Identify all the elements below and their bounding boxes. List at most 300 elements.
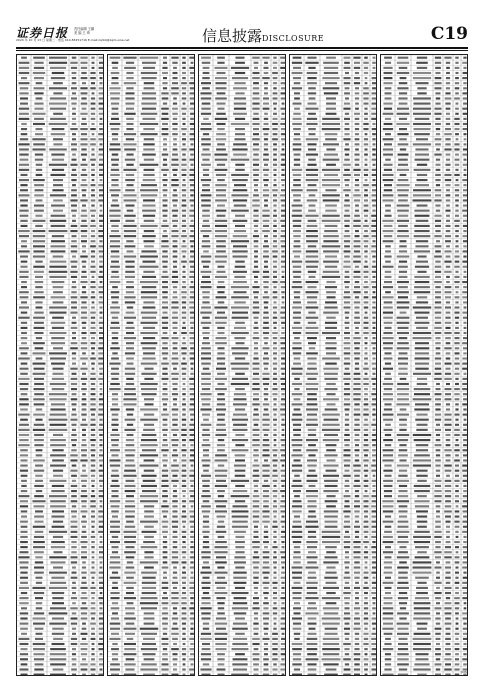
table-cell-text — [398, 164, 408, 166]
table-cell-text — [273, 235, 277, 237]
table-cell-text — [215, 633, 228, 635]
table-cell-text — [99, 250, 104, 252]
table-cell-text — [364, 607, 368, 609]
table-cell-text — [231, 368, 248, 370]
table-cell-text — [217, 103, 226, 105]
table-cell-text — [109, 363, 120, 365]
table-cell-text — [364, 623, 368, 625]
table-cell-text — [383, 510, 393, 512]
table-cell-text — [112, 154, 119, 156]
table-cell-text — [20, 617, 27, 619]
table-cell-text — [308, 312, 315, 314]
table-cell-text — [345, 556, 349, 558]
table-cell-text — [190, 541, 193, 543]
table-cell-text — [126, 204, 135, 206]
table-cell-text — [262, 215, 269, 217]
table-cell-text — [345, 414, 349, 416]
table-cell-text — [172, 638, 178, 640]
table-cell-text — [172, 77, 177, 79]
table-cell-text — [91, 628, 95, 630]
table-cell-text — [162, 526, 167, 528]
table-cell-text — [235, 215, 245, 217]
table-cell-text — [264, 164, 268, 166]
table-cell-text — [182, 327, 186, 329]
table-cell-text — [363, 123, 368, 125]
table-cell-text — [91, 414, 95, 416]
table-cell-text — [91, 347, 95, 349]
table-cell-text — [384, 633, 393, 635]
table-texture — [290, 55, 377, 676]
table-cell-text — [82, 515, 86, 517]
table-cell-text — [172, 322, 177, 324]
table-cell-text — [364, 266, 369, 268]
table-cell-text — [417, 628, 427, 630]
table-cell-text — [181, 164, 186, 166]
table-cell-text — [162, 286, 168, 288]
table-cell-text — [202, 485, 209, 487]
table-cell-text — [383, 347, 392, 349]
table-cell-text — [140, 668, 157, 670]
table-cell-text — [111, 296, 119, 298]
table-cell-text — [354, 500, 360, 502]
table-cell-text — [282, 526, 285, 528]
table-cell-text — [398, 674, 408, 676]
table-cell-text — [218, 663, 225, 665]
table-cell-text — [90, 623, 96, 625]
table-cell-text — [383, 414, 394, 416]
table-cell-text — [190, 566, 194, 568]
table-cell-text — [281, 245, 285, 247]
table-cell-text — [281, 322, 285, 324]
table-cell-text — [307, 82, 317, 84]
table-cell-text — [163, 383, 168, 385]
table-cell-text — [354, 429, 360, 431]
table-cell-text — [455, 470, 460, 472]
table-cell-text — [91, 674, 95, 676]
table-cell-text — [70, 312, 77, 314]
table-cell-text — [364, 138, 368, 140]
table-cell-text — [344, 261, 351, 263]
table-cell-text — [218, 281, 225, 283]
table-cell-text — [294, 602, 300, 604]
table-cell-text — [98, 378, 103, 380]
table-cell-text — [354, 439, 359, 441]
table-cell-text — [435, 342, 441, 344]
table-cell-text — [365, 261, 368, 263]
table-cell-text — [308, 444, 316, 446]
table-cell-text — [463, 148, 467, 150]
table-cell-text — [34, 495, 44, 497]
table-cell-text — [307, 663, 316, 665]
table-cell-text — [163, 77, 167, 79]
table-cell-text — [172, 556, 178, 558]
table-cell-text — [462, 62, 467, 64]
table-cell-text — [98, 648, 103, 650]
table-cell-text — [454, 414, 459, 416]
table-cell-text — [172, 617, 178, 619]
table-cell-text — [202, 465, 209, 467]
table-cell-text — [99, 322, 104, 324]
table-cell-text — [364, 612, 368, 614]
table-cell-text — [161, 108, 169, 110]
table-cell-text — [20, 643, 29, 645]
table-cell-text — [384, 566, 392, 568]
table-cell-text — [254, 648, 259, 650]
table-cell-text — [435, 459, 441, 461]
table-cell-text — [463, 230, 466, 232]
table-cell-text — [446, 582, 451, 584]
table-cell-text — [446, 189, 450, 191]
table-cell-text — [252, 286, 259, 288]
table-cell-text — [126, 312, 135, 314]
table-cell-text — [92, 92, 95, 94]
table-cell-text — [273, 184, 276, 186]
table-cell-text — [372, 541, 375, 543]
table-cell-text — [372, 312, 376, 314]
table-cell-text — [33, 57, 45, 59]
table-cell-text — [126, 92, 135, 94]
table-cell-text — [163, 628, 168, 630]
table-cell-text — [344, 470, 349, 472]
table-cell-text — [109, 388, 120, 390]
table-cell-text — [464, 419, 467, 421]
table-cell-text — [98, 347, 104, 349]
table-cell-text — [125, 546, 134, 548]
table-cell-text — [81, 184, 88, 186]
table-cell-text — [182, 189, 187, 191]
table-cell-text — [272, 72, 278, 74]
table-cell-text — [33, 230, 46, 232]
table-cell-text — [253, 510, 260, 512]
table-cell-text — [322, 332, 340, 334]
table-cell-text — [234, 301, 246, 303]
table-cell-text — [21, 133, 28, 135]
table-cell-text — [100, 210, 103, 212]
table-cell-text — [171, 373, 179, 375]
table-cell-text — [307, 623, 316, 625]
table-cell-text — [385, 62, 391, 64]
table-cell-text — [446, 123, 450, 125]
table-cell-text — [414, 312, 429, 314]
table-cell-text — [124, 663, 135, 665]
table-cell-text — [264, 174, 269, 176]
table-cell-text — [281, 164, 286, 166]
table-cell-text — [217, 62, 224, 64]
table-cell-text — [263, 561, 269, 563]
table-cell-text — [262, 470, 269, 472]
table-cell-text — [462, 108, 467, 110]
table-cell-text — [91, 419, 96, 421]
table-cell-text — [36, 449, 43, 451]
table-cell-text — [308, 500, 317, 502]
table-cell-text — [91, 199, 96, 201]
table-cell-text — [446, 352, 451, 354]
table-cell-text — [33, 296, 45, 298]
table-cell-text — [52, 597, 63, 599]
table-cell-text — [273, 510, 277, 512]
table-cell-text — [53, 291, 63, 293]
table-cell-text — [109, 638, 120, 640]
table-cell-text — [72, 215, 76, 217]
table-cell-text — [99, 617, 103, 619]
table-cell-text — [463, 255, 466, 257]
table-cell-text — [434, 199, 441, 201]
table-cell-text — [281, 480, 286, 482]
table-cell-text — [144, 612, 155, 614]
table-cell-text — [345, 566, 349, 568]
table-cell-text — [162, 607, 167, 609]
table-cell-text — [262, 521, 269, 523]
table-cell-text — [292, 566, 303, 568]
table-cell-text — [171, 179, 178, 181]
table-cell-text — [372, 194, 377, 196]
table-cell-text — [345, 419, 349, 421]
table-cell-text — [215, 169, 228, 171]
table-cell-text — [343, 378, 350, 380]
table-cell-text — [201, 113, 211, 115]
table-cell-text — [52, 510, 64, 512]
table-cell-text — [200, 230, 211, 232]
table-cell-text — [100, 388, 103, 390]
table-cell-text — [99, 255, 103, 257]
table-cell-text — [326, 403, 335, 405]
table-cell-text — [19, 67, 29, 69]
table-cell-text — [253, 623, 258, 625]
table-cell-text — [111, 128, 120, 130]
table-cell-text — [292, 215, 303, 217]
table-cell-text — [455, 301, 458, 303]
table-cell-text — [182, 403, 186, 405]
table-cell-text — [190, 240, 194, 242]
table-cell-text — [218, 521, 224, 523]
table-cell-text — [100, 465, 103, 467]
table-cell-text — [397, 306, 409, 308]
table-cell-text — [53, 551, 62, 553]
table-cell-text — [323, 87, 340, 89]
table-cell-text — [383, 82, 392, 84]
table-cell-text — [71, 225, 78, 227]
table-cell-text — [414, 210, 429, 212]
table-cell-text — [262, 77, 269, 79]
table-cell-text — [72, 653, 76, 655]
table-cell-text — [463, 572, 466, 574]
table-cell-text — [171, 92, 178, 94]
table-cell-text — [125, 266, 134, 268]
table-cell-text — [364, 250, 367, 252]
table-cell-text — [70, 454, 77, 456]
table-cell-text — [173, 103, 177, 105]
table-cell-text — [173, 261, 177, 263]
table-cell-text — [463, 250, 468, 252]
table-cell-text — [305, 261, 318, 263]
table-cell-text — [292, 87, 302, 89]
table-cell-text — [293, 429, 301, 431]
table-cell-text — [463, 373, 466, 375]
table-cell-text — [355, 179, 359, 181]
table-cell-text — [182, 470, 187, 472]
table-cell-text — [455, 255, 460, 257]
table-cell-text — [50, 97, 66, 99]
table-cell-text — [434, 373, 441, 375]
table-cell-text — [81, 230, 88, 232]
table-cell-text — [306, 306, 319, 308]
table-cell-text — [455, 500, 459, 502]
table-cell-text — [141, 103, 156, 105]
table-cell-text — [140, 255, 158, 257]
table-cell-text — [413, 113, 431, 115]
table-cell-text — [383, 199, 394, 201]
table-cell-text — [294, 546, 300, 548]
table-cell-text — [53, 470, 63, 472]
table-cell-text — [99, 148, 104, 150]
table-cell-text — [110, 143, 120, 145]
table-texture — [381, 55, 468, 676]
table-cell-text — [81, 551, 87, 553]
table-cell-text — [385, 118, 391, 120]
table-cell-text — [264, 133, 269, 135]
table-cell-text — [455, 648, 460, 650]
table-cell-text — [190, 617, 195, 619]
table-cell-text — [35, 663, 44, 665]
table-cell-text — [126, 332, 134, 334]
table-cell-text — [355, 638, 359, 640]
table-cell-text — [182, 138, 186, 140]
table-cell-text — [413, 561, 432, 563]
table-cell-text — [417, 174, 427, 176]
table-cell-text — [72, 674, 76, 676]
table-cell-text — [385, 87, 392, 89]
table-cell-text — [372, 566, 376, 568]
table-cell-text — [371, 215, 377, 217]
table-cell-text — [21, 475, 28, 477]
table-cell-text — [446, 87, 450, 89]
table-cell-text — [235, 133, 245, 135]
table-cell-text — [20, 449, 28, 451]
table-cell-text — [384, 485, 393, 487]
table-cell-text — [190, 592, 195, 594]
table-cell-text — [182, 368, 187, 370]
table-cell-text — [71, 327, 78, 329]
table-cell-text — [216, 133, 226, 135]
table-cell-text — [385, 546, 391, 548]
table-cell-text — [463, 266, 468, 268]
table-cell-text — [292, 465, 302, 467]
table-cell-text — [344, 281, 350, 283]
table-cell-text — [354, 475, 360, 477]
table-cell-text — [142, 92, 156, 94]
table-cell-text — [454, 521, 459, 523]
table-cell-text — [142, 449, 156, 451]
table-cell-text — [373, 57, 376, 59]
table-cell-text — [49, 352, 67, 354]
table-cell-text — [123, 475, 136, 477]
table-cell-text — [215, 510, 227, 512]
table-cell-text — [307, 465, 316, 467]
table-cell-text — [345, 230, 350, 232]
table-cell-text — [233, 271, 247, 273]
table-cell-text — [124, 470, 136, 472]
table-cell-text — [141, 296, 157, 298]
table-cell-text — [82, 398, 87, 400]
table-cell-text — [172, 317, 178, 319]
table-cell-text — [263, 276, 270, 278]
table-cell-text — [252, 57, 259, 59]
table-cell-text — [397, 531, 410, 533]
table-cell-text — [281, 255, 285, 257]
table-cell-text — [263, 674, 270, 676]
table-cell-text — [326, 449, 336, 451]
table-cell-text — [294, 668, 300, 670]
table-cell-text — [235, 536, 244, 538]
table-cell-text — [19, 164, 29, 166]
table-cell-text — [70, 607, 77, 609]
table-cell-text — [112, 301, 119, 303]
table-cell-text — [140, 602, 158, 604]
table-cell-text — [99, 373, 102, 375]
table-cell-text — [182, 271, 185, 273]
table-cell-text — [162, 327, 168, 329]
table-cell-text — [82, 271, 87, 273]
table-cell-text — [189, 500, 194, 502]
table-cell-text — [280, 108, 285, 110]
table-cell-text — [33, 398, 44, 400]
table-cell-text — [49, 429, 68, 431]
table-cell-text — [322, 658, 341, 660]
table-cell-text — [273, 368, 277, 370]
table-cell-text — [372, 87, 376, 89]
table-cell-text — [355, 536, 359, 538]
table-cell-text — [385, 204, 391, 206]
table-cell-text — [124, 235, 136, 237]
table-cell-text — [253, 536, 258, 538]
table-cell-text — [434, 495, 441, 497]
table-cell-text — [50, 653, 66, 655]
table-cell-text — [413, 199, 432, 201]
table-cell-text — [264, 118, 269, 120]
table-cell-text — [454, 393, 459, 395]
table-cell-text — [413, 465, 431, 467]
table-cell-text — [445, 235, 451, 237]
table-cell-text — [353, 393, 360, 395]
table-cell-text — [355, 459, 360, 461]
table-cell-text — [253, 419, 260, 421]
table-cell-text — [203, 521, 209, 523]
table-cell-text — [173, 174, 177, 176]
table-cell-text — [292, 383, 302, 385]
table-cell-text — [281, 648, 286, 650]
table-cell-text — [173, 612, 177, 614]
table-cell-text — [324, 674, 338, 676]
table-cell-text — [446, 561, 451, 563]
table-cell-text — [215, 317, 227, 319]
table-cell-text — [364, 572, 369, 574]
table-cell-text — [436, 347, 441, 349]
table-cell-text — [293, 312, 301, 314]
table-cell-text — [163, 408, 167, 410]
table-cell-text — [274, 623, 277, 625]
table-cell-text — [253, 113, 259, 115]
table-cell-text — [203, 500, 210, 502]
table-cell-text — [201, 424, 212, 426]
table-cell-text — [162, 281, 168, 283]
table-cell-text — [445, 617, 451, 619]
table-cell-text — [274, 327, 277, 329]
table-cell-text — [444, 607, 451, 609]
table-cell-text — [91, 235, 95, 237]
table-cell-text — [52, 643, 65, 645]
table-cell-text — [203, 250, 209, 252]
table-cell-text — [112, 342, 119, 344]
